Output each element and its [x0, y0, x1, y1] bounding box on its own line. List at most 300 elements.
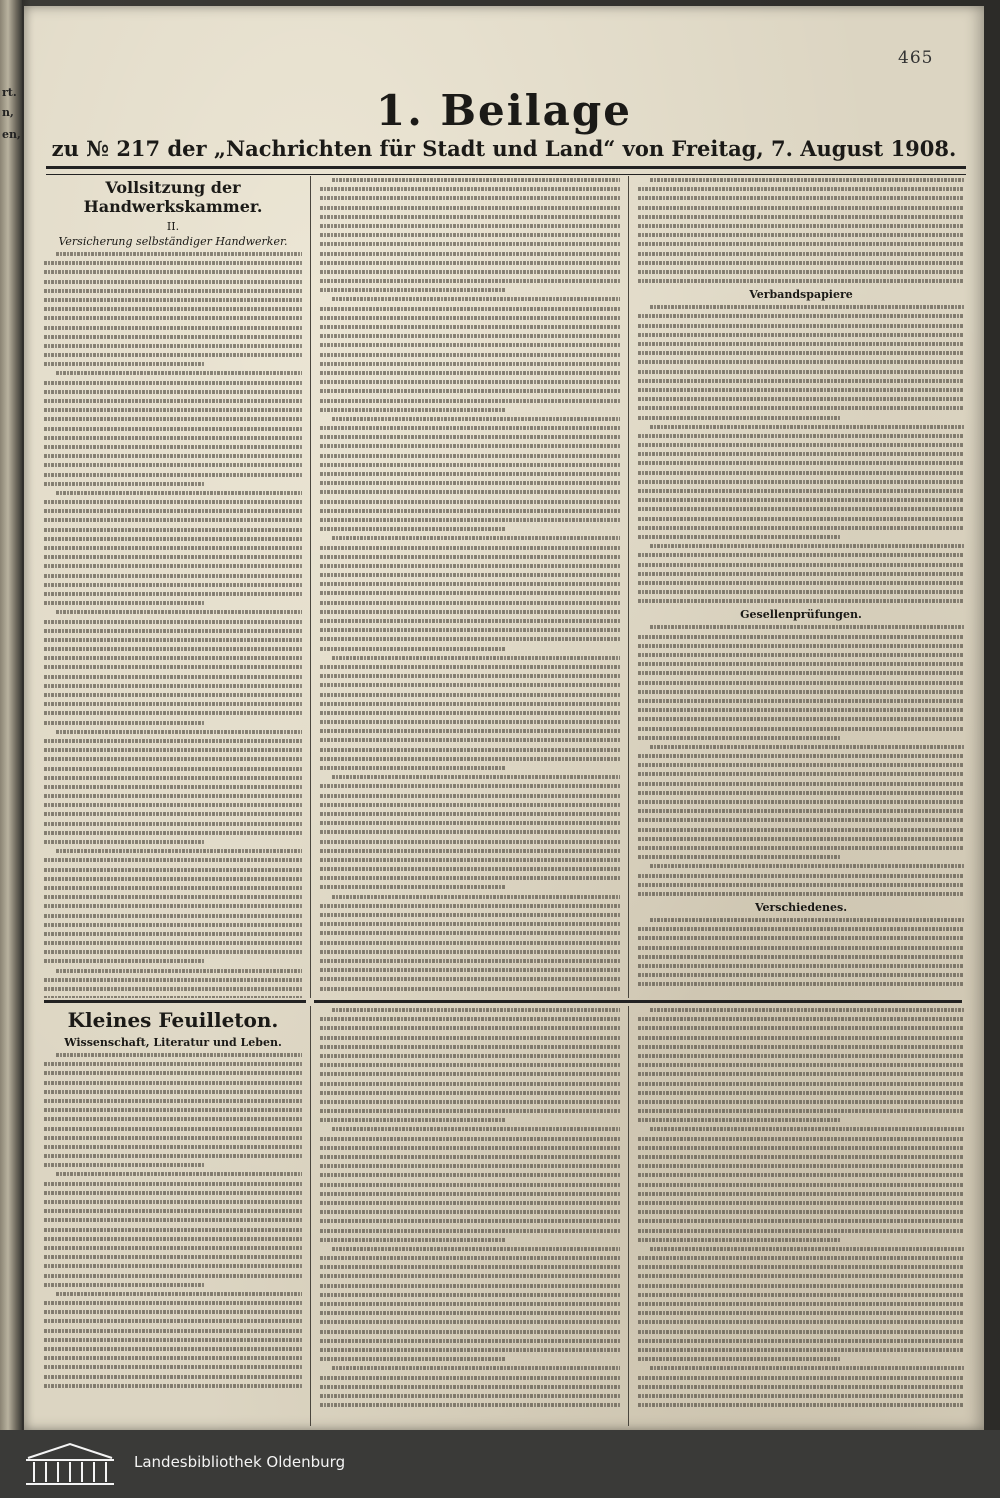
- text-line: [332, 775, 620, 779]
- text-line: [44, 1136, 302, 1140]
- text-line: [44, 307, 302, 311]
- text-line: [332, 178, 620, 182]
- text-line: [320, 426, 620, 430]
- text-line: [320, 389, 620, 393]
- article-part-number: II.: [166, 220, 180, 233]
- text-line: [56, 969, 302, 973]
- text-line: [638, 563, 964, 567]
- text-line: [638, 837, 964, 841]
- article-subhead: Versicherung selbständiger Handwerker.: [58, 235, 288, 248]
- text-line: [44, 978, 302, 982]
- text-line: [320, 1017, 620, 1021]
- text-line: [44, 261, 302, 265]
- text-line: [638, 215, 964, 219]
- text-line: [332, 417, 620, 421]
- text-line: [638, 1302, 964, 1306]
- text-line: [320, 803, 620, 807]
- library-name: Landesbibliothek Oldenburg: [134, 1453, 346, 1471]
- text-line: [44, 528, 302, 532]
- text-line: [638, 434, 964, 438]
- text-line: [44, 399, 302, 403]
- text-line: [638, 800, 964, 804]
- text-line: [44, 463, 302, 467]
- text-line: [320, 1072, 620, 1076]
- text-line: [638, 443, 964, 447]
- margin-fragment: n,: [2, 106, 14, 119]
- article-handwerkskammer-col3: [638, 178, 964, 998]
- text-line: [638, 671, 964, 675]
- text-line: [44, 1218, 302, 1222]
- text-line: [320, 729, 620, 733]
- text-line: [320, 1357, 506, 1361]
- text-line: [44, 482, 204, 486]
- text-line: [320, 546, 620, 550]
- text-line: [320, 1109, 620, 1113]
- text-line: [638, 936, 964, 940]
- text-line: [44, 353, 302, 357]
- text-line: [44, 629, 302, 633]
- text-line: [638, 892, 964, 896]
- text-line: [638, 1036, 964, 1040]
- text-line: [638, 224, 964, 228]
- text-line: [320, 1045, 620, 1049]
- text-line: [44, 546, 302, 550]
- text-line: [638, 1109, 964, 1113]
- text-line: [638, 1238, 840, 1242]
- text-line: [320, 867, 620, 871]
- text-line: [44, 1062, 302, 1066]
- text-line: [638, 1091, 964, 1095]
- text-line: [650, 425, 964, 429]
- text-block: [638, 178, 964, 283]
- text-line: [638, 927, 964, 931]
- text-line: [638, 406, 964, 410]
- text-line: [44, 1375, 302, 1379]
- text-line: [638, 699, 964, 703]
- text-line: [638, 1146, 964, 1150]
- text-line: [320, 702, 620, 706]
- text-line: [638, 727, 964, 731]
- text-line: [638, 782, 964, 786]
- text-line: [638, 717, 964, 721]
- margin-fragment: rt.: [2, 86, 17, 99]
- text-line: [320, 1155, 620, 1159]
- column-divider: [628, 1006, 629, 1426]
- text-line: [320, 1274, 620, 1278]
- text-line: [638, 818, 964, 822]
- text-line: [638, 471, 964, 475]
- text-line: [320, 674, 620, 678]
- text-line: [320, 931, 620, 935]
- column-divider: [310, 1006, 311, 1426]
- article-headline: Kleines Feuilleton.: [67, 1008, 279, 1032]
- text-line: [638, 946, 964, 950]
- text-line: [320, 233, 620, 237]
- text-line: [320, 1256, 620, 1260]
- text-line: [320, 1265, 620, 1269]
- text-block: [638, 625, 964, 895]
- text-line: [44, 803, 302, 807]
- text-line: [44, 858, 302, 862]
- text-line: [44, 748, 302, 752]
- text-line: [332, 536, 620, 540]
- text-line: [650, 305, 964, 309]
- text-line: [44, 417, 302, 421]
- text-line: [638, 187, 964, 191]
- text-line: [44, 509, 302, 513]
- text-line: [638, 973, 964, 977]
- text-line: [638, 763, 964, 767]
- text-line: [44, 344, 302, 348]
- text-line: [320, 242, 620, 246]
- text-line: [44, 757, 302, 761]
- text-line: [650, 1366, 964, 1370]
- text-line: [638, 982, 964, 986]
- text-line: [44, 1200, 302, 1204]
- text-line: [638, 1376, 964, 1380]
- text-line: [320, 334, 620, 338]
- text-line: [44, 693, 302, 697]
- text-line: [56, 849, 302, 853]
- text-line: [320, 757, 620, 761]
- text-line: [44, 1099, 302, 1103]
- text-line: [44, 390, 302, 394]
- text-line: [320, 1238, 506, 1242]
- text-line: [44, 1283, 204, 1287]
- text-line: [638, 379, 964, 383]
- text-line: [638, 388, 964, 392]
- text-line: [320, 527, 506, 531]
- text-line: [44, 408, 302, 412]
- text-line: [638, 1155, 964, 1159]
- text-block: [44, 1053, 302, 1388]
- text-line: [332, 1366, 620, 1370]
- article-subhead: Wissenschaft, Literatur und Leben.: [64, 1036, 282, 1049]
- text-line: [638, 1274, 964, 1278]
- text-line: [44, 767, 302, 771]
- text-line: [638, 590, 964, 594]
- text-line: [638, 883, 964, 887]
- text-line: [320, 215, 620, 219]
- text-line: [638, 846, 964, 850]
- text-line: [56, 1053, 302, 1057]
- text-line: [320, 1036, 620, 1040]
- text-line: [320, 876, 620, 880]
- page-number: 465: [898, 48, 934, 68]
- text-line: [44, 794, 302, 798]
- text-line: [638, 489, 964, 493]
- margin-fragment: en,: [2, 128, 21, 141]
- masthead-rule: [46, 166, 966, 175]
- text-line: [320, 1403, 620, 1407]
- text-line: [320, 959, 620, 963]
- text-line: [638, 964, 964, 968]
- text-line: [320, 683, 620, 687]
- text-line: [320, 196, 620, 200]
- text-line: [44, 326, 302, 330]
- text-line: [44, 656, 302, 660]
- text-line: [320, 647, 506, 651]
- text-line: [44, 684, 302, 688]
- text-line: [332, 1008, 620, 1012]
- text-line: [56, 730, 302, 734]
- text-line: [44, 812, 302, 816]
- text-line: [56, 1292, 302, 1296]
- text-line: [638, 324, 964, 328]
- text-line: [320, 904, 620, 908]
- text-line: [44, 620, 302, 624]
- text-line: [638, 1357, 840, 1361]
- text-line: [320, 794, 620, 798]
- text-line: [638, 955, 964, 959]
- text-line: [638, 517, 964, 521]
- text-line: [638, 526, 964, 530]
- text-line: [44, 362, 204, 366]
- text-line: [320, 1063, 620, 1067]
- text-line: [638, 461, 964, 465]
- text-line: [320, 408, 506, 412]
- text-line: [320, 555, 620, 559]
- text-line: [320, 481, 620, 485]
- text-line: [638, 644, 964, 648]
- text-line: [44, 1264, 302, 1268]
- text-line: [44, 941, 302, 945]
- article-subhead: Verschiedenes.: [754, 901, 848, 915]
- text-line: [320, 987, 620, 991]
- text-line: [44, 1191, 302, 1195]
- text-line: [638, 370, 964, 374]
- text-line: [320, 573, 620, 577]
- text-line: [320, 399, 620, 403]
- text-line: [320, 1385, 620, 1389]
- text-line: [638, 599, 964, 603]
- text-line: [44, 473, 302, 477]
- text-line: [650, 918, 964, 922]
- text-line: [44, 1365, 302, 1369]
- text-line: [320, 1164, 620, 1168]
- text-line: [44, 1301, 302, 1305]
- section-divider: [44, 1000, 306, 1003]
- text-line: [44, 298, 302, 302]
- text-line: [638, 1173, 964, 1177]
- text-line: [320, 316, 620, 320]
- page-title: 1. Beilage: [376, 86, 632, 135]
- text-line: [44, 702, 302, 706]
- text-line: [320, 784, 620, 788]
- text-line: [638, 1311, 964, 1315]
- text-line: [650, 544, 964, 548]
- text-line: [320, 1183, 620, 1187]
- text-line: [332, 297, 620, 301]
- text-line: [638, 772, 964, 776]
- text-line: [320, 1137, 620, 1141]
- text-line: [638, 252, 964, 256]
- text-line: [320, 720, 620, 724]
- article-handwerkskammer-col2: [320, 178, 620, 998]
- text-line: [44, 721, 204, 725]
- text-line: [44, 436, 302, 440]
- text-line: [638, 572, 964, 576]
- text-line: [638, 416, 840, 420]
- text-line: [638, 1265, 964, 1269]
- text-line: [44, 1329, 302, 1333]
- text-line: [320, 922, 620, 926]
- text-line: [44, 831, 302, 835]
- text-line: [320, 1311, 620, 1315]
- text-line: [44, 555, 302, 559]
- text-line: [320, 693, 620, 697]
- text-line: [320, 187, 620, 191]
- text-line: [44, 1071, 302, 1075]
- text-line: [44, 454, 302, 458]
- text-line: [44, 270, 302, 274]
- text-line: [44, 445, 302, 449]
- text-line: [320, 1394, 620, 1398]
- text-line: [638, 874, 964, 878]
- text-line: [44, 1338, 302, 1342]
- text-line: [44, 1108, 302, 1112]
- text-line: [320, 610, 620, 614]
- text-line: [650, 178, 964, 182]
- text-line: [332, 1127, 620, 1131]
- text-line: [320, 591, 620, 595]
- text-line: [320, 1192, 620, 1196]
- text-line: [320, 1210, 620, 1214]
- text-line: [638, 397, 964, 401]
- text-line: [44, 1090, 302, 1094]
- text-block: [638, 305, 964, 603]
- text-line: [44, 904, 302, 908]
- section-divider: [314, 1000, 962, 1003]
- text-line: [56, 491, 302, 495]
- text-line: [44, 914, 302, 918]
- text-line: [320, 1293, 620, 1297]
- text-line: [638, 635, 964, 639]
- text-line: [44, 776, 302, 780]
- text-line: [44, 1154, 302, 1158]
- text-line: [44, 316, 302, 320]
- text-line: [638, 1385, 964, 1389]
- article-feuilleton-col2: [320, 1008, 620, 1426]
- text-line: [320, 325, 620, 329]
- text-line: [638, 333, 964, 337]
- text-line: [56, 1172, 302, 1176]
- text-line: [44, 583, 302, 587]
- text-line: [44, 1163, 204, 1167]
- text-line: [320, 941, 620, 945]
- text-line: [44, 959, 204, 963]
- text-line: [44, 675, 302, 679]
- text-block: [320, 1008, 620, 1407]
- text-line: [44, 1347, 302, 1351]
- text-line: [320, 261, 620, 265]
- text-line: [44, 601, 204, 605]
- article-headline: Vollsitzung der Handwerkskammer.: [83, 178, 263, 216]
- text-line: [638, 535, 840, 539]
- text-line: [44, 1209, 302, 1213]
- text-line: [638, 1320, 964, 1324]
- text-line: [638, 1072, 964, 1076]
- text-line: [44, 895, 302, 899]
- text-line: [638, 1330, 964, 1334]
- text-line: [638, 828, 964, 832]
- text-line: [44, 1246, 302, 1250]
- text-line: [638, 196, 964, 200]
- text-line: [320, 444, 620, 448]
- text-line: [650, 1247, 964, 1251]
- text-line: [320, 885, 506, 889]
- text-block: [44, 252, 302, 998]
- text-block: [320, 178, 620, 991]
- text-line: [320, 582, 620, 586]
- text-line: [320, 1229, 620, 1233]
- text-line: [44, 665, 302, 669]
- text-line: [638, 480, 964, 484]
- text-line: [320, 307, 620, 311]
- text-line: [320, 380, 620, 384]
- text-line: [320, 711, 620, 715]
- text-line: [320, 1219, 620, 1223]
- text-line: [44, 822, 302, 826]
- text-line: [638, 1210, 964, 1214]
- text-line: [44, 987, 302, 991]
- text-line: [320, 500, 620, 504]
- text-line: [638, 1100, 964, 1104]
- text-line: [320, 270, 620, 274]
- text-line: [650, 745, 964, 749]
- newspaper-page: [24, 6, 984, 1430]
- text-line: [320, 206, 620, 210]
- text-line: [638, 270, 964, 274]
- text-line: [320, 738, 620, 742]
- text-line: [44, 1145, 302, 1149]
- text-line: [320, 224, 620, 228]
- text-line: [44, 1319, 302, 1323]
- text-line: [638, 1164, 964, 1168]
- text-line: [44, 1255, 302, 1259]
- text-line: [44, 335, 302, 339]
- article-subhead: Verbandspapiere: [749, 288, 853, 302]
- text-line: [650, 1008, 964, 1012]
- text-line: [320, 463, 620, 467]
- text-line: [320, 821, 620, 825]
- text-line: [320, 353, 620, 357]
- text-line: [44, 381, 302, 385]
- text-line: [638, 233, 964, 237]
- text-line: [56, 610, 302, 614]
- text-line: [320, 279, 620, 283]
- text-line: [332, 895, 620, 899]
- text-line: [320, 1054, 620, 1058]
- text-line: [44, 518, 302, 522]
- text-line: [638, 360, 964, 364]
- text-line: [638, 242, 964, 246]
- text-line: [320, 1348, 620, 1352]
- text-line: [56, 371, 302, 375]
- article-feuilleton-col1: [44, 1008, 302, 1426]
- text-line: [638, 206, 964, 210]
- text-line: [638, 261, 964, 265]
- text-line: [320, 637, 620, 641]
- text-line: [320, 748, 620, 752]
- text-line: [44, 1117, 302, 1121]
- text-line: [320, 812, 620, 816]
- text-line: [44, 427, 302, 431]
- text-line: [320, 1082, 620, 1086]
- text-line: [638, 452, 964, 456]
- text-line: [320, 665, 620, 669]
- text-line: [320, 1339, 620, 1343]
